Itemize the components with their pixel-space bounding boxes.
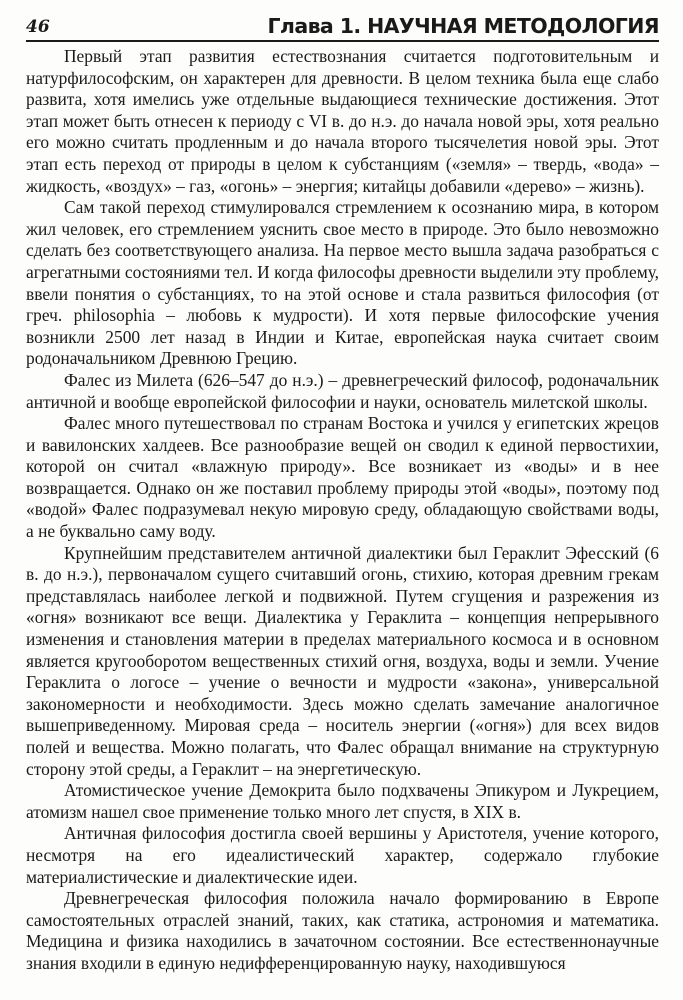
paragraph-6: Атомистическое учение Демокрита было подхвачены Эпикуром и Лукрецием, атомизм нашел свое применение только много лет спустя, в XIX в. <box>26 780 659 822</box>
paragraph-1: Первый этап развития естествознания считается подготовительным и натурфилософским, он характерен для древности. В целом техника была еще слабо развита, хотя имелись уже отдельные выдающиеся технические достижения. Этот этап может быть отнесен к периоду с VI в. до н.э. до начала новой эры, хотя реально его можно считать продленным и до начала второго тысячелетия новой эры. Этот этап есть переход от природы в целом к субстанциям («земля» – твердь, «вода» – жидкость, «воздух» – газ, «огонь» – энергия; китайцы добавили «дерево» – жизнь). <box>26 46 659 196</box>
paragraph-3: Фалес из Милета (626–547 до н.э.) – древнегреческий философ, родоначальник античной и вообще европейской философии и науки, основатель милетской школы. <box>26 369 659 412</box>
paragraph-2: Сам такой переход стимулировался стремлением к осознанию мира, в котором жил человек, его стремлением уяснить свое место в природе. Это было невозможно сделать без соответствующего анализа. На первое место вышла задача разобраться с агрегатными состояниями тел. И когда философы древности выделили эту проблему, ввели понятия о субстанциях, то на этой основе и стала развиться философия (от греч. philosophia – любовь к мудрости). И хотя первые философские учения возникли 2500 лет назад в Индии и Китае, европейская наука считает своим родоначальником Древнюю Грецию. <box>26 197 659 369</box>
body-text <box>26 46 659 975</box>
page-number: 46 <box>26 17 50 37</box>
running-header <box>26 10 659 42</box>
paragraph-7: Античная философия достигла своей вершины у Аристотеля, учение которого, несмотря на его идеалистический характер, содержало глубокие материалистические и диалектические идеи. <box>26 823 659 887</box>
paragraph-4: Фалес много путешествовал по странам Востока и учился у египетских жрецов и вавилонских халдеев. Все разнообразие вещей он сводил к единой первостихии, которой он считал «влажную природу». Все возникает из «воды» и в нее возвращается. Однако он же поставил проблему природы этой «воды», поэтому под «водой» Фалес подразумевал некую мировую среду, обладающую свойствами воды, а не буквально саму воду. <box>26 413 659 542</box>
chapter-title: Глава 1. НАУЧНАЯ МЕТОДОЛОГИЯ <box>267 14 659 38</box>
paragraph-8: Древнегреческая философия положила начало формированию в Европе самостоятельных отраслей знаний, таких, как статика, астрономия и математика. Медицина и физика находились в зачаточном состоянии. Все естественнонаучные знания входили в единую недифференцированную науку, находившуюся <box>26 888 659 973</box>
paragraph-5: Крупнейшим представителем античной диалектики был Гераклит Эфесский (6 в. до н.э.), первоначалом сущего считавший огонь, стихию, которая древним грекам представлялась наиболее легкой и подвижной. Путем сгущения и разрежения из «огня» возникают все вещи. Диалектика у Гераклита – концепция непрерывного изменения и становления материи в пределах материального космоса и в основном является кругооборотом вещественных стихий огня, воздуха, воды и земли. Учение Гераклита о логосе – учение о вечности и мудрости «закона», универсальной закономерности и необходимости. Здесь можно сделать замечание аналогичное вышеприведенному. Мировая среда – носитель энергии («огня») для всех видов полей и вещества. Можно полагать, что Фалес обращал внимание на структурную сторону этой среды, а Гераклит – на энергетическую. <box>26 542 659 779</box>
